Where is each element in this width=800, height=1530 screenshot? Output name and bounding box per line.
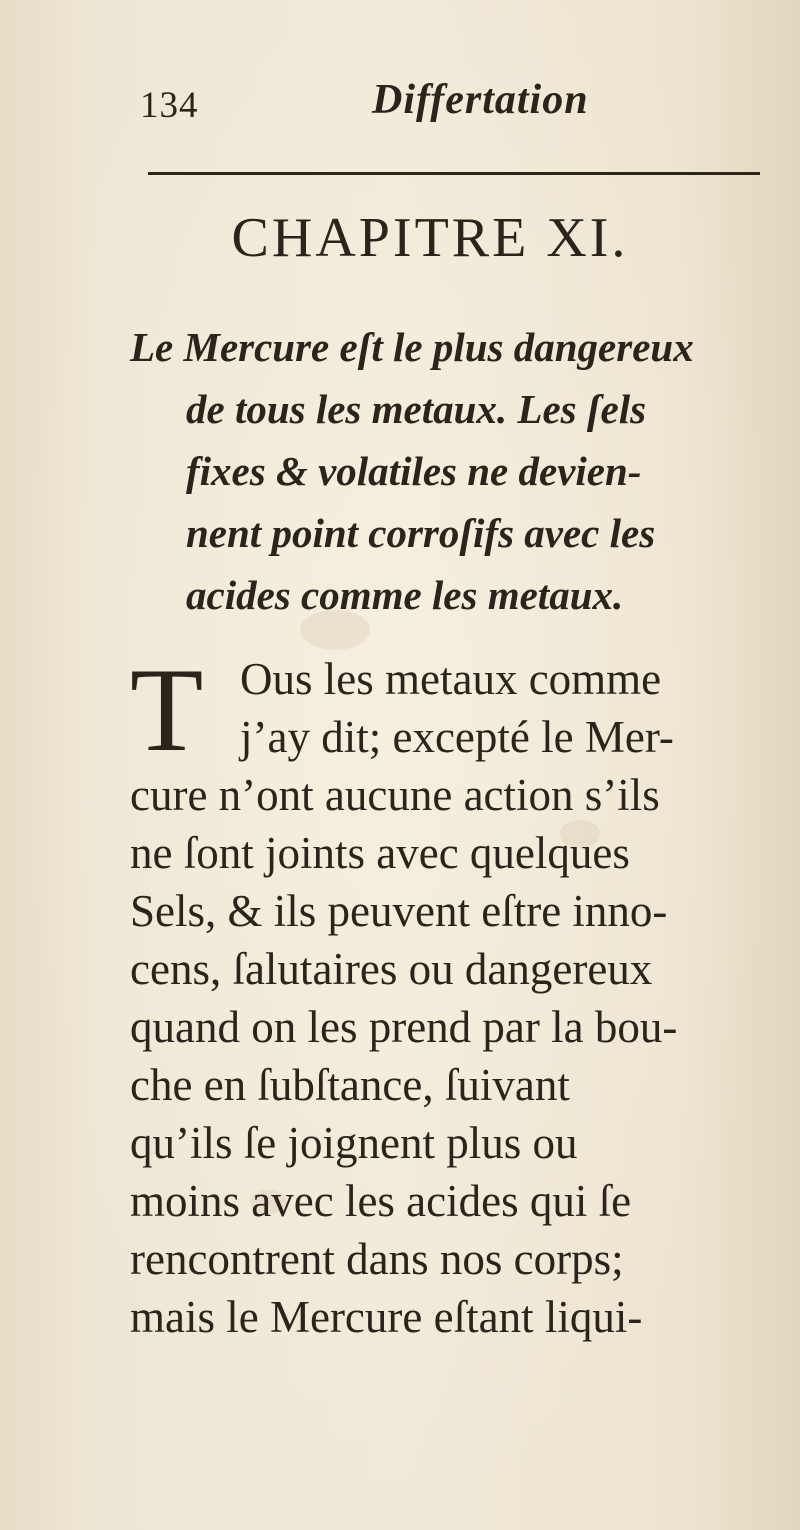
summary-line: fixes & volatiles ne devien-	[186, 448, 642, 494]
running-head: Differtation	[372, 77, 589, 123]
body-line: cure n’ont aucune action s’ils	[130, 770, 660, 820]
summary-line: acides comme les metaux.	[186, 572, 624, 618]
chapter-title: CHAPITRE XI.	[231, 207, 629, 269]
chapter-summary	[130, 316, 780, 626]
summary-line: Le Mercure eſt le plus dangereux	[130, 324, 694, 370]
body-paragraph	[130, 643, 770, 1346]
body-line: Sels, & ils peuvent eſtre inno-	[130, 886, 668, 936]
drop-cap: T	[130, 643, 204, 776]
summary-line: nent point corroſifs avec les	[186, 510, 656, 556]
summary-line: de tous les metaux. Les ſels	[186, 386, 647, 432]
body-line: moins avec les acides qui ſe	[130, 1176, 632, 1226]
page-header	[140, 70, 760, 130]
body-line: qu’ils ſe joignent plus ou	[130, 1118, 578, 1168]
body-line: j’ay dit; excepté le Mer-	[240, 712, 674, 762]
body-line: mais le Mercure eſtant liqui-	[130, 1292, 643, 1342]
body-line: cens, ſalutaires ou dangereux	[130, 944, 653, 994]
page-number: 134	[140, 85, 199, 126]
body-line: ne ſont joints avec quelques	[130, 828, 630, 878]
body-line: che en ſubſtance, ſuivant	[130, 1060, 570, 1110]
header-rule	[148, 172, 760, 175]
body-line: quand on les prend par la bou-	[130, 1002, 678, 1052]
body-line: rencontrent dans nos corps;	[130, 1234, 624, 1284]
body-line: Ous les metaux comme	[240, 654, 662, 704]
